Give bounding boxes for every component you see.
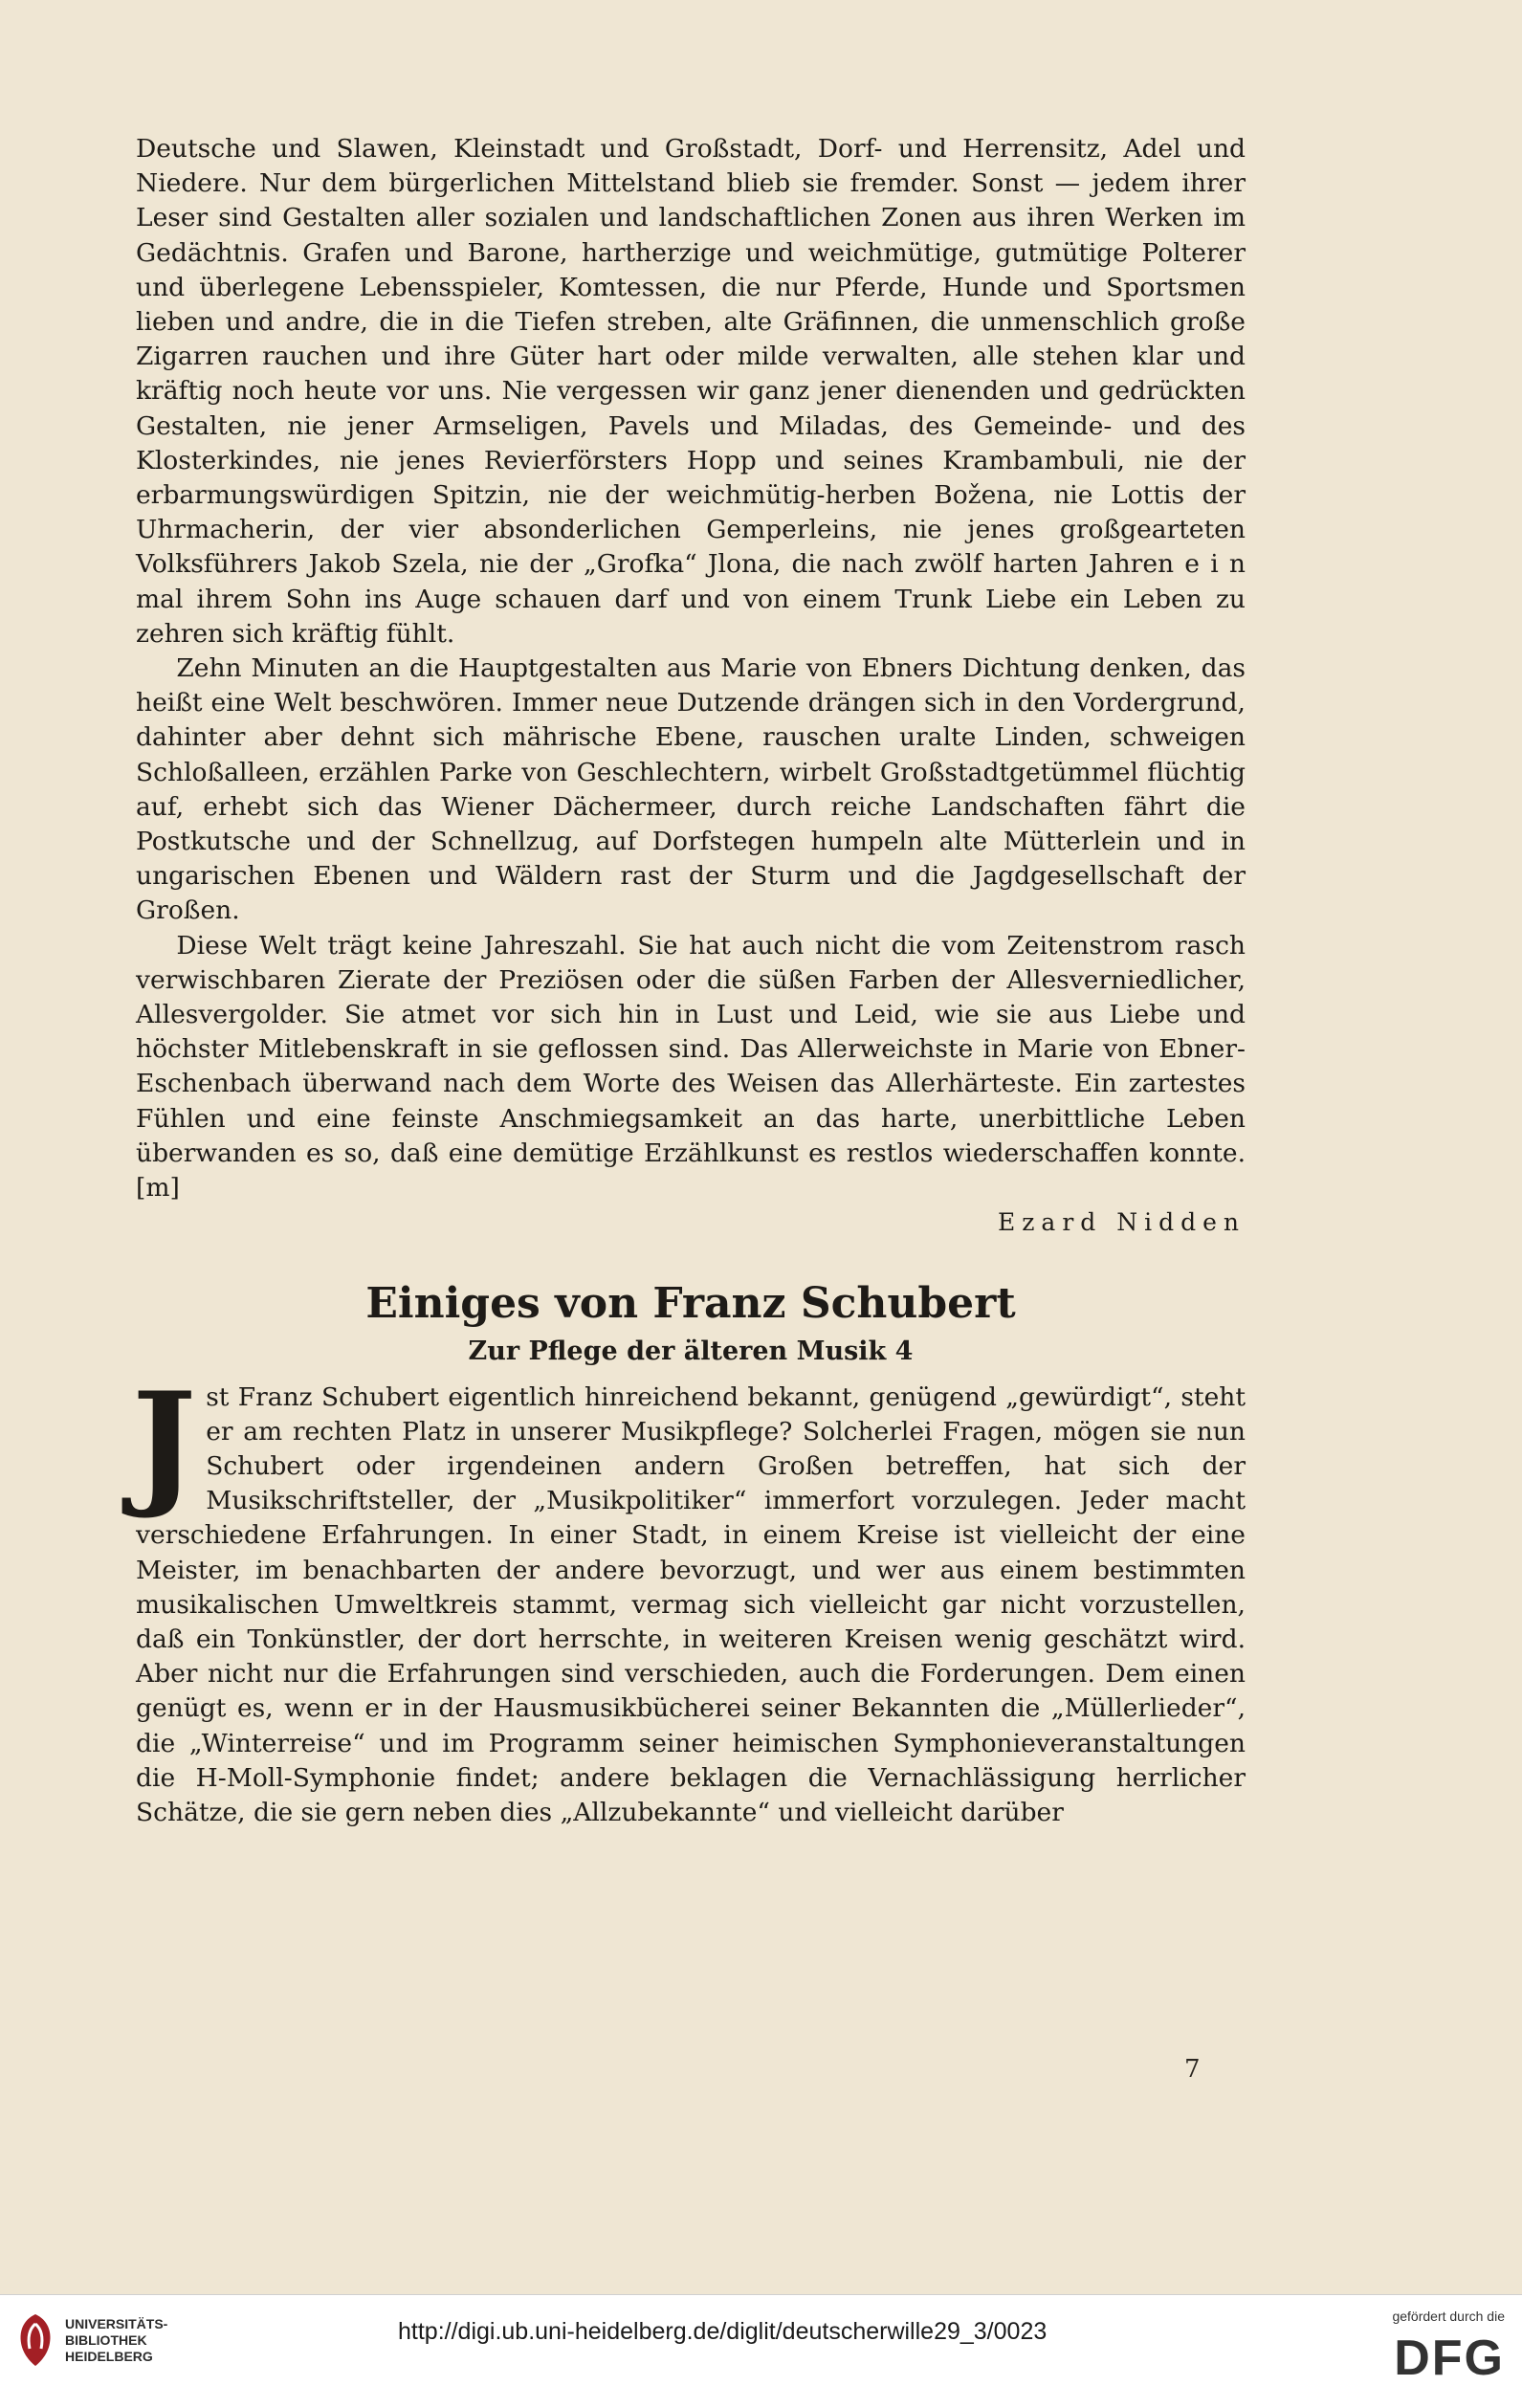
- article-title: Einiges von Franz Schubert: [365, 1278, 1016, 1328]
- author-signature: Ezard Nidden: [998, 1208, 1246, 1237]
- drop-cap: J: [132, 1362, 197, 1522]
- paragraph-3: Diese Welt trägt keine Jahreszahl. Sie hat auch nicht die vom Zeitenstrom rasch verwischbaren Zierate der Preziösen oder die süßen Farben der Allesverniedlicher, Allesvergolder. Sie atmet vor sich hin in Lust und Leid, wie sie aus Liebe und höchster Mitlebenskraft in sie geflossen sind. Das Allerweichste in Marie von Ebner-Eschenbach überwand nach dem Worte des Weisen das Allerhärteste. Ein zartestes Fühlen und eine feinste Anschmiegsamkeit an das harte, unerbittliche Leben überwanden es so, daß eine demütige Erzählkunst es restlos wiederschaffen konnte. [m]: [136, 930, 1246, 1204]
- paragraph-1: Deutsche und Slawen, Kleinstadt und Großstadt, Dorf- und Herrensitz, Adel und Niedere. Nur dem bürgerlichen Mittelstand blieb sie fremder. Sonst — jedem ihrer Leser sind Gestalten aller sozialen und landschaftlichen Zonen aus ihren Werken im Gedächtnis. Grafen und Barone, hartherzige und weichmütige, gutmütige Polterer und überlegene Lebensspieler, Komtessen, die nur Pferde, Hunde und Sportsmen lieben und andre, die in die Tiefen streben, alte Gräfinnen, die unmenschlich große Zigarren rauchen und ihre Güter hart oder milde verwalten, alle stehen klar und kräftig noch heute vor uns. Nie vergessen wir ganz jener dienenden und gedrückten Gestalten, nie jener Armseligen, Pavels und Miladas, des Gemeinde- und des Klosterkindes, nie jenes Revierförsters Hopp und seines Krambambuli, nie der erbarmungswürdigen Spitzin, nie der weichmütig-herben Božena, nie Lottis der Uhrmacherin, der vier absonderlichen Gemperleins, nie jenes großgearteten Volksführers Jakob Szela, nie der „Grofka“ Jlona, die nach zwölf harten Jahren e i n mal ihrem Sohn ins Auge schauen darf und von einem Trunk Liebe ein Leben zu zehren sich kräftig fühlt.: [136, 134, 1246, 649]
- footer-bar: [0, 2294, 1522, 2408]
- paragraph-2: Zehn Minuten an die Hauptgestalten aus Marie von Ebners Dichtung denken, das heißt eine Welt beschwören. Immer neue Dutzende drängen sich in den Vordergrund, dahinter aber dehnt sich mährische Ebene, rauschen uralte Linden, schweigen Schloßalleen, erzählen Parke von Geschlechtern, wirbelt Großstadtgetümmel flüchtig auf, erhebt sich das Wiener Dächermeer, durch reiche Landschaften fährt die Postkutsche und der Schnellzug, auf Dorfstegen humpeln alte Mütterlein und in ungarischen Ebenen und Wäldern rast der Sturm und die Jagdgesellschaft der Großen.: [136, 653, 1246, 926]
- article-first-paragraph: [132, 1362, 1246, 1831]
- page-text-column: [132, 132, 1246, 1830]
- permalink-url[interactable]: http://digi.ub.uni-heidelberg.de/diglit/deutscherwille29_3/0023: [398, 2318, 1048, 2345]
- university-seal-icon: [13, 2312, 57, 2368]
- page-number: 7: [1184, 2055, 1201, 2084]
- funded-by-label: gefördert durch die: [1392, 2309, 1505, 2324]
- dfg-logo: DFG: [1394, 2331, 1505, 2386]
- article-subtitle: Zur Pflege der älteren Musik 4: [468, 1336, 914, 1366]
- article-body-text: st Franz Schubert eigentlich hinreichend bekannt, genügend „gewürdigt“, steht er am rechten Platz in unserer Musikpflege? Solcherlei Fragen, mögen sie nun Schubert oder irgendeinen andern Großen betreffen, hat sich der Musikschriftsteller, der „Musikpolitiker“ immerfort vorzulegen. Jeder macht verschiedene Erfahrungen. In einer Stadt, in einem Kreise ist vielleicht der eine Meister, im benachbarten der andere bevorzugt, und wer aus einem bestimmten musikalischen Umweltkreis stammt, vermag sich vielleicht gar nicht vorzustellen, daß ein Tonkünstler, der dort herrschte, in weiteren Kreisen wenig geschätzt wird. Aber nicht nur die Erfahrungen sind verschieden, auch die Forderungen. Dem einen genügt es, wenn er in der Hausmusikbücherei seiner Bekannten die „Müllerlieder“, die „Winterreise“ und im Programm seiner heimischen Symphonieveranstaltungen die H-Moll-Symphonie findet; andere beklagen die Vernachlässigung herrlicher Schätze, die sie gern neben dies „Allzubekannte“ und vielleicht darüber: [136, 1381, 1246, 1827]
- library-name: UNIVERSITÄTS- BIBLIOTHEK HEIDELBERG: [65, 2316, 168, 2364]
